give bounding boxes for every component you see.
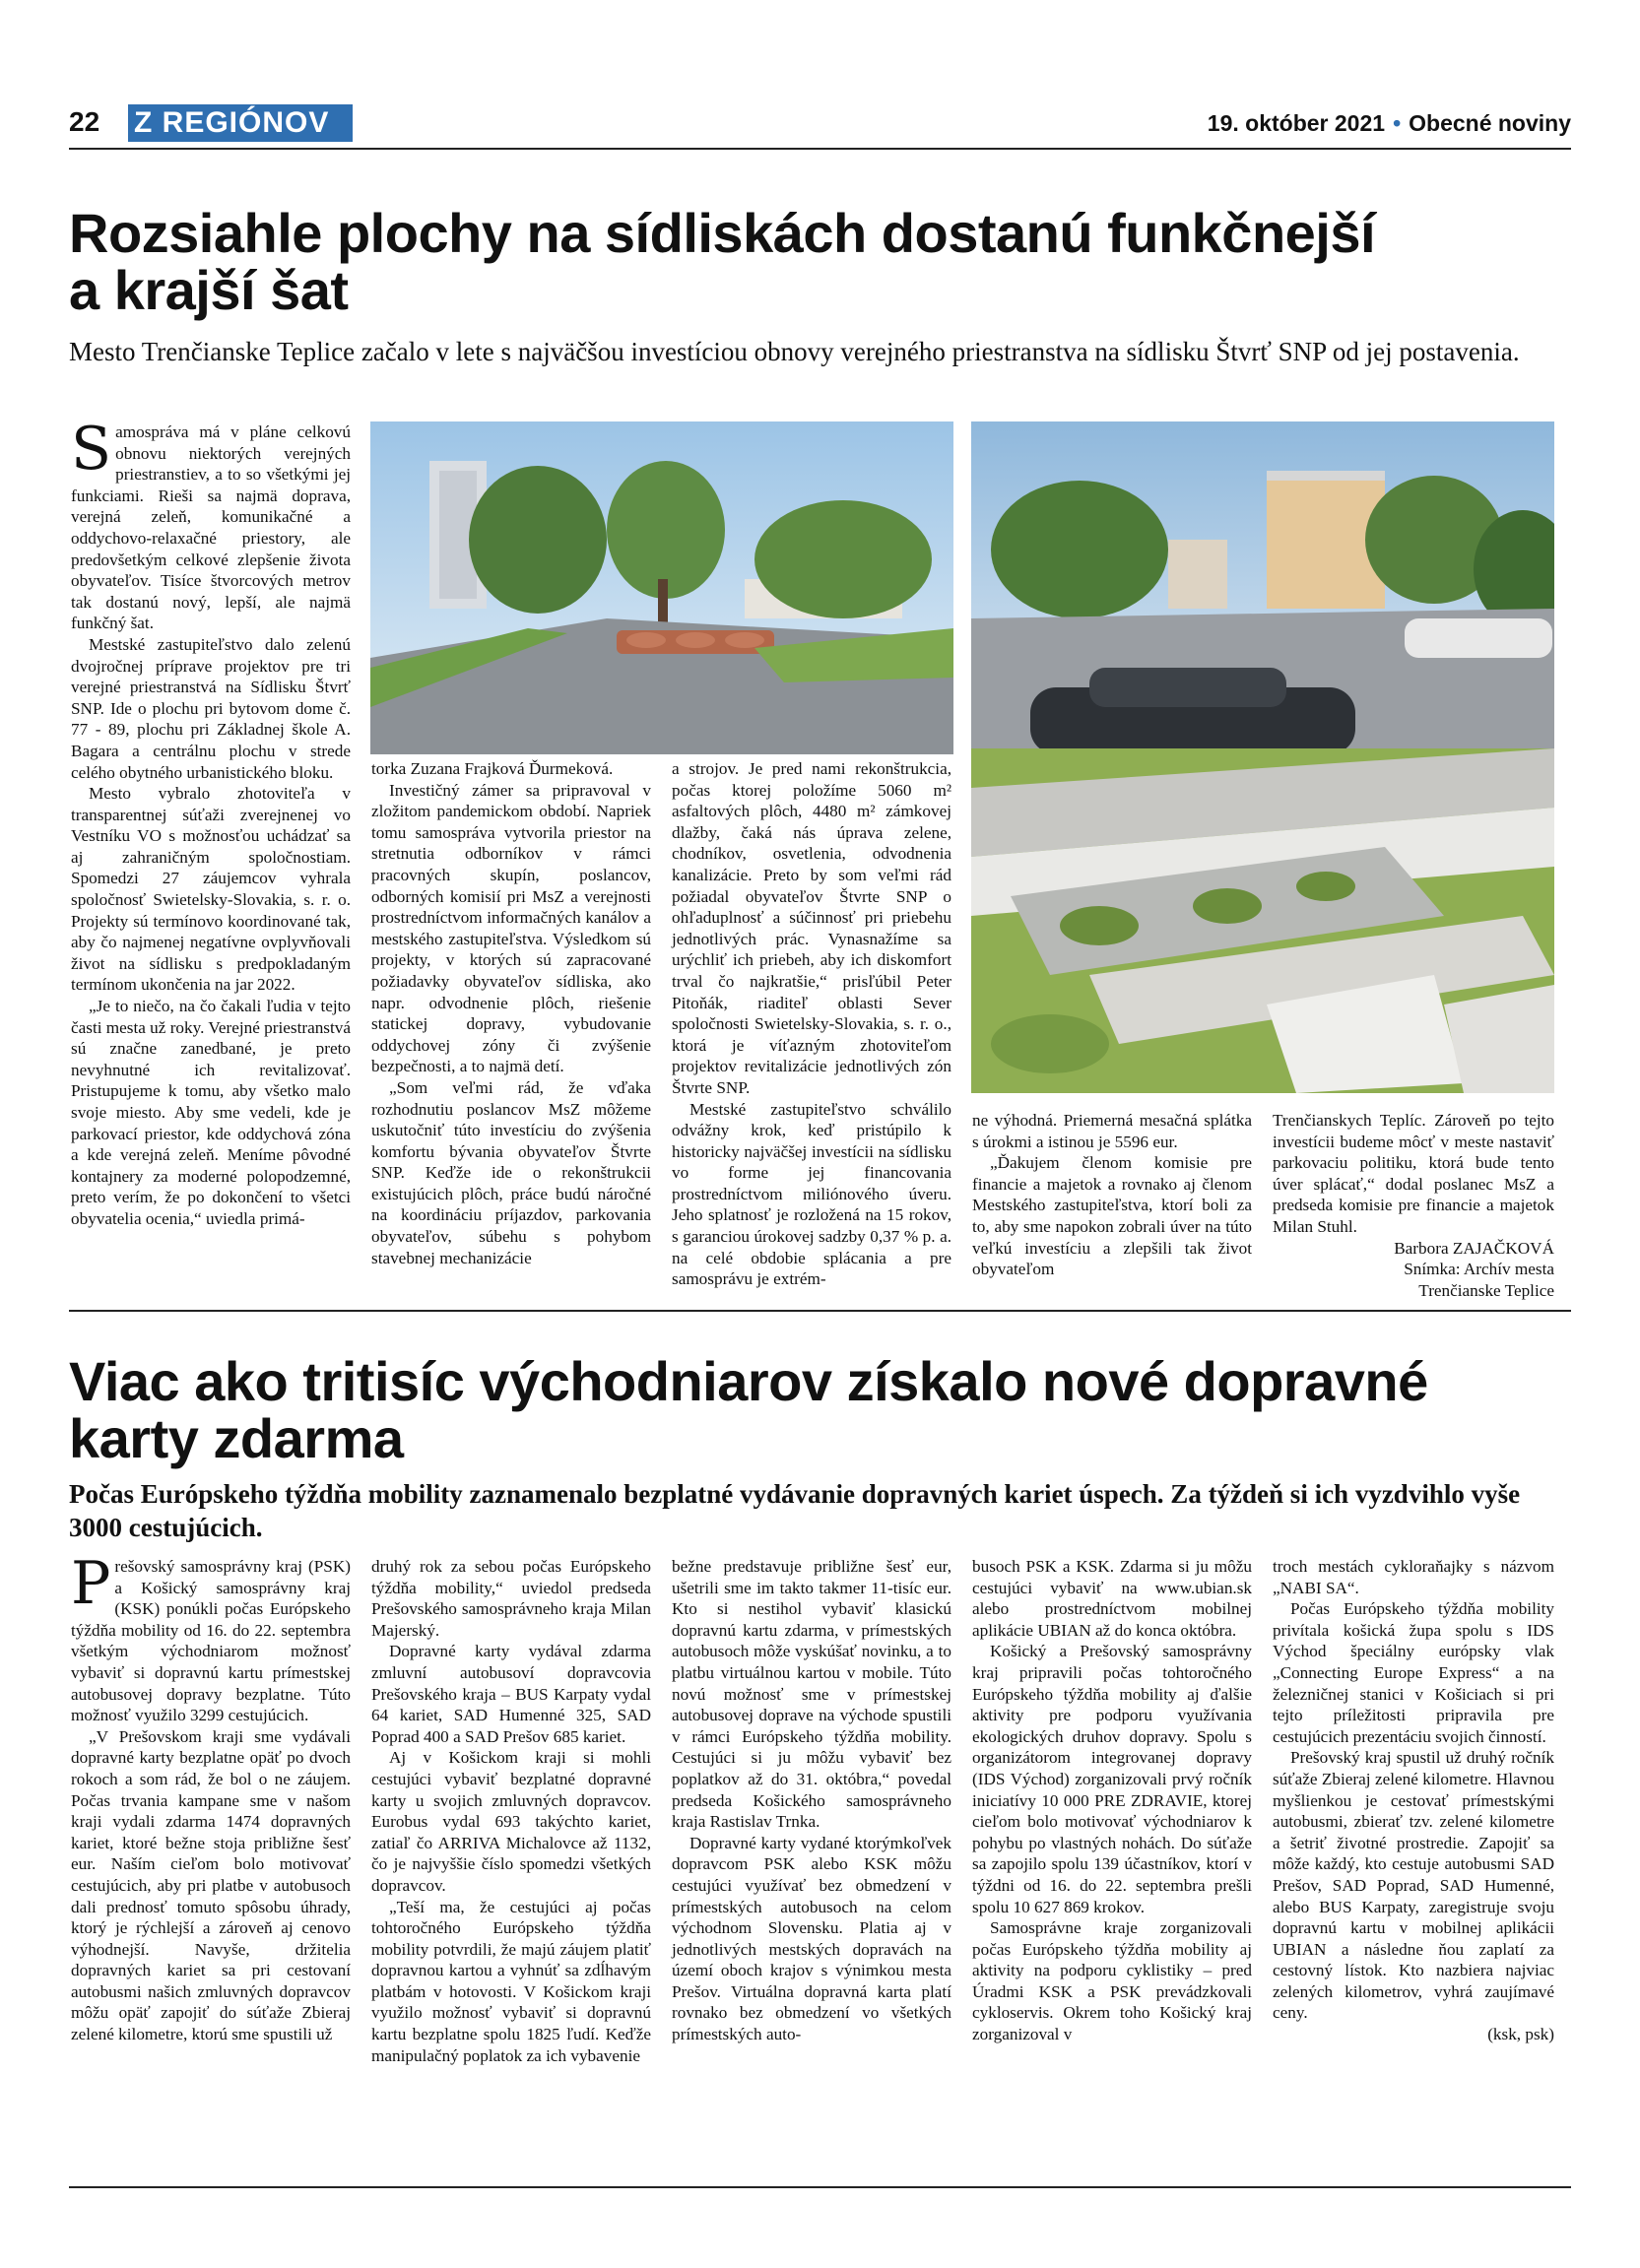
paragraph: troch mestách cykloraňajky s názvom „NABI SA“. [1273, 1557, 1554, 1597]
paragraph: Košický a Prešovský samosprávny kraj pripravili počas tohtoročného Európskeho týždňa mobility aj ďalšie aktivity pre podporu využívania ekologických druhov dopravy. Spolu s organizátorom integrovanej dopravy (IDS Východ) zorganizovali prvý ročník iniciatívy 10 000 PRE ZDRAVIE, ktorej cieľom bolo motivovať východniarov k pohybu po vlastných nohách. Do súťaže sa zapojilo spolu 139 účastníkov, ktorí v týždni od 16. do 22. septembra prešli spolu 10 627 869 krokov. [972, 1642, 1252, 1916]
article2-column-2 [371, 1556, 651, 2066]
paragraph: Mestské zastupiteľstvo dalo zelenú dvojročnej príprave projektov pre tri verejné priestranstvá na Sídlisku Štvrť SNP. Ide o plochu pri bytovom dome č. 77 - 89, plochu pri Základnej škole A. Bagara a centrálnu plochu v strede celého obytného urbanistického bloku. [71, 634, 351, 782]
headline-line: karty zdarma [69, 1407, 404, 1469]
paragraph: Počas Európskeho týždňa mobility privítala košická župa spolu s IDS Východ špeciálny európsky vlak „Connecting Europe Express“ a na železničnej stanici v Košiciach si pri tejto príležitosti pripravila pre cestujúcich prezentáciu svojich činností. [1273, 1599, 1554, 1746]
paragraph: Samosprávne kraje zorganizovali počas Európskeho týždňa mobility aj aktivity na podporu cyklistiky – pred Úradmi KSK a PSK prevádzkovali cykloservis. Okrem toho Košický kraj zorganizoval v [972, 1918, 1252, 2044]
dropcap: S [71, 415, 112, 484]
article1-column-2 [371, 758, 651, 1268]
issue-date: 19. október 2021 [1207, 110, 1386, 136]
footer-rule [69, 2186, 1571, 2188]
article1-lead: Mesto Trenčianske Teplice začalo v lete s najväčšou investíciou obnovy verejného priestranstva na sídlisku Štvrť SNP od jej postavenia. [69, 337, 1520, 366]
section-label: Z REGIÓNOV [128, 104, 353, 142]
article1-headline [69, 202, 1566, 321]
paragraph: „V Prešovskom kraji sme vydávali dopravné karty bezplatne opäť po dvoch rokoch a som rád, že bol o ne záujem. Počas trvania kampane sme v našom kraji vydali zdarma 1474 dopravných kariet, ktoré bežne stoja približne šesť eur. Naším cieľom bolo motivovať cestujúcich, aby pri platbe v autobusoch dali prednosť tomuto spôsobu úhrady, ktorý je rýchlejší a zároveň aj cenovo výhodnejší. Navyše, držitelia dopravných kariet sa pri cestovaní autobusmi našich zmluvných dopravcov môžu opäť zapojiť do súťaže Zbieraj zelené kilometre, ktorú sme spustili už [71, 1726, 351, 2044]
paragraph: a strojov. Je pred nami rekonštrukcia, počas ktorej položíme 5060 m² asfaltových plôch, 4480 m² zámkovej dlažby, čaká nás úprava zelene, chodníkov, osvetlenia, odvodnenia kanalizácie. Preto by som veľmi rád požiadal obyvateľov Štvrte SNP o ohľaduplnosť a súčinnosť pri priebehu jednotlivých prác. Vynasnažíme sa urýchliť ich priebeh, aby ich diskomfort trval čo najkratšie,“ prisľúbil Peter Pitoňák, riaditeľ oblasti Sever spoločnosti Swietelsky-Slovakia, s. r. o., ktorá je víťazným zhotoviteľom projektov revitalizácie jednotlivých zón Štvrte SNP. [672, 759, 951, 1097]
article1-column-4 [972, 1110, 1252, 1280]
page-number: 22 [69, 106, 100, 137]
dateline [1208, 110, 1571, 137]
article2-column-1 [71, 1549, 351, 2045]
article2-column-5 [1273, 1556, 1554, 2045]
paragraph: Aj v Košickom kraji si mohli cestujúci vybaviť bezplatné dopravné karty u svojich zmluvných dopravcov. Eurobus vydal 693 takýchto kariet, zatiaľ čo ARRIVA Michalovce až 1132, čo je najvyššie číslo spomedzi všetkých dopravcov. [371, 1748, 651, 1895]
paragraph: busoch PSK a KSK. Zdarma si ju môžu cestujúci vybaviť na www.ubian.sk alebo prostredníctvom mobilnej aplikácie UBIAN až do konca októbra. [972, 1557, 1252, 1640]
article1-column-5 [1273, 1110, 1554, 1301]
paragraph: rešovský samosprávny kraj (PSK) a Košický samosprávny kraj (KSK) ponúkli počas Európskeho týždňa mobility od 16. do 22. septembra všetkým východniarom možnosť vybaviť si dopravnú kartu prímestskej autobusovej dopravy bezplatne. Túto možnosť využilo 3299 cestujúcich. [71, 1557, 351, 1725]
headline-line: Rozsiahle plochy na sídliskách dostanú funkčnejší [69, 202, 1376, 264]
headline-line: Viac ako tritisíc východniarov získalo nové dopravné [69, 1350, 1428, 1412]
paragraph: „Ďakujem členom komisie pre financie a majetok a rovnako aj členom Mestského zastupiteľstva, ktorí boli za to, aby sme napokon zobrali úver na túto veľkú investíciu a zlepšili tak život obyvateľom [972, 1153, 1252, 1279]
paragraph: Investičný zámer sa pripravoval v zložitom pandemickom období. Napriek tomu samospráva vytvorila priestor na stretnutia odborníkov v rámci pracovných skupín, poslancov, odborných komisií pri MsZ a verejnosti prostredníctvom informačných kanálov a mestského zastupiteľstva. Výsledkom sú projekty, v ktorých sú zapracované požiadavky obyvateľov sídliska, ako napr. odvodnenie plôch, riešenie statickej dopravy, vybudovanie oddychovej zóny či zvýšenie bezpečnosti, a to najmä detí. [371, 780, 651, 1076]
paragraph: bežne predstavuje približne šesť eur, ušetrili sme im takto takmer 11-tisíc eur. Kto si nestihol vybaviť klasickú dopravnú kartu zdarma, v prímestských autobusoch môže vyskúšať novinku, a to platbu virtuálnou kartou v mobile. Túto novú možnosť sme v prímestskej autobusovej doprave na východe spustili v rámci Európskeho týždňa mobility. Cestujúci si ju môžu vybaviť bez poplatkov až do 31. októbra,“ povedal predseda Košického samosprávneho kraja Rastislav Trnka. [672, 1557, 951, 1832]
header-rule [69, 148, 1571, 150]
paragraph: Trenčianskych Teplíc. Zároveň po tejto investícii budeme môcť v meste nastaviť parkovaciu politiku, ktorá bude tento úver splácať,“ dodal poslanec MsZ a predseda komisie pre financie a majetok Milan Stuhl. [1273, 1111, 1554, 1236]
article-divider [69, 1310, 1571, 1312]
article1-column-3 [672, 758, 951, 1290]
paragraph: druhý rok za sebou počas Európskeho týždňa mobility,“ uviedol predseda Prešovského samosprávneho kraja Milan Majerský. [371, 1557, 651, 1640]
author-byline: (ksk, psk) [1487, 2025, 1554, 2044]
article2-column-4 [972, 1556, 1252, 2045]
article2-lead: Počas Európskeho týždňa mobility zaznamenalo bezplatné vydávanie dopravných kariet úspech. Za týždeň si ich vyzdvihlo vyše 3000 cestujúcich. [69, 1479, 1521, 1542]
paragraph: „Je to niečo, na čo čakali ľudia v tejto časti mesta už roky. Verejné priestranstvá sú značne zanedbané, je preto nevyhnutné ich revitalizovať. Pristupujeme k tomu, aby všetko malo svoje miesto. Aby sme vedeli, kde je parkovací priestor, kde oddychová zóna a kde verejná zeleň. Meníme pôvodné kontajnery za moderné polopodzemné, preto verím, že po dokončení to všetci obyvatelia ocenia,“ uviedla primá- [71, 997, 351, 1228]
paragraph: torka Zuzana Frajková Ďurmeková. [371, 759, 614, 778]
paragraph: Prešovský kraj spustil už druhý ročník súťaže Zbieraj zelené kilometre. Hlavnou myšlienkou je cestovať prímestskými autobusmi, zbierať tzv. zelené kilometre a šetriť životné prostredie. Zapojiť sa môže každý, kto cestuje autobusmi SAD Prešov, SAD Poprad, SAD Humenné, alebo BUS Karpaty, zaregistruje svoju dopravnú kartu v mobilnej aplikácii UBIAN a následne ňou zaplatí za cestovný lístok. Kto nazbiera najviac zelených kilometrov, vyhrá zaujímavé ceny. [1273, 1748, 1554, 2023]
author-byline: Barbora ZAJAČKOVÁ [1394, 1238, 1554, 1258]
article2-headline [69, 1350, 1566, 1469]
photo-credit: Trenčianske Teplice [1418, 1280, 1554, 1300]
photo-credit: Snímka: Archív mesta [1404, 1260, 1554, 1279]
article2-column-3 [672, 1556, 951, 2045]
paragraph: Dopravné karty vydané ktorýmkoľvek dopravcom PSK alebo KSK môžu cestujúci využívať bez obmedzení v prímestských autobusoch na celom východnom Slovensku. Platia aj v jednotlivých mestských dopravách na území oboch krajov s výnimkou mesta Prešov. Virtuálna dopravná karta platí rovnako bez obmedzení vo všetkých prímestských auto- [672, 1833, 951, 2044]
publication-name: Obecné noviny [1409, 110, 1571, 136]
paragraph: amospráva má v pláne celkovú obnovu niektorých verejných priestranstiev, a to so všetkými jej funkciami. Rieši sa najmä doprava, verejná zeleň, komunikačné a oddychovo-relaxačné priestory, ale predovšetkým celkové zlepšenie života obyvateľov. Tisíce štvorcových metrov tak dostanú nový, lepší, ale najmä funkčný šat. [71, 422, 351, 633]
paragraph: Mestské zastupiteľstvo schválilo odvážny krok, keď pristúpilo k historicky najväčšej investícii na sídlisku vo forme jej financovania prostredníctvom miliónového úveru. Jeho splatnosť je rozložená na 15 rokov, s garanciou úrokovej sadzby 0,37 % p. a. na celé obdobie splácania a pre samosprávu je extrém- [672, 1099, 951, 1289]
headline-line: a krajší šat [69, 259, 349, 321]
paragraph: „Som veľmi rád, že vďaka rozhodnutiu poslancov MsZ môžeme uskutočniť túto investíciu do zvýšenia komfortu bývania obyvateľov Štvrte SNP. Keďže ide o rekonštrukcii existujúcich plôch, práce budú náročné na koordináciu príjazdov, parkovania obyvateľov, súbehu s pohybom stavebnej mechanizácie [371, 1077, 651, 1267]
photo-parking-render [971, 421, 1554, 754]
photo-aerial-plan [971, 748, 1554, 1093]
article1-column-1 [71, 415, 351, 1230]
dropcap: P [71, 1549, 111, 1618]
paragraph: ne výhodná. Priemerná mesačná splátka s úrokmi a istinou je 5596 eur. [972, 1111, 1252, 1151]
photo-street-render [370, 421, 953, 754]
paragraph: „Teší ma, že cestujúci aj počas tohtoročného Európskeho týždňa mobility potvrdili, že majú záujem platiť dopravnou kartou a vyhnúť sa zdĺhavým platbám v hotovosti. V Košickom kraji využilo možnosť vybaviť si dopravnú kartu bezplatne spolu 1825 ľudí. Keďže manipulačný poplatok za ich vybavenie [371, 1897, 651, 2065]
paragraph: Dopravné karty vydával zdarma zmluvní autobusoví dopravcovia Prešovského kraja – BUS Karpaty vydal 64 kariet, SAD Humenné 325, SAD Poprad 400 a SAD Prešov 685 kariet. [371, 1642, 651, 1746]
separator-dot: • [1393, 110, 1402, 136]
paragraph: Mesto vybralo zhotoviteľa v transparentnej súťaži zverejnenej vo Vestníku VO s možnosťou uchádzať sa aj zahraničným spoločnostiam. Spomedzi 27 záujemcov vyhrala spoločnosť Swietelsky-Slovakia, s. r. o. Projekty sú termínovo koordinované tak, aby čo najmenej negatívne ovplyvňovali život na sídlisku s predpokladaným termínom ukončenia na jar 2022. [71, 784, 351, 995]
